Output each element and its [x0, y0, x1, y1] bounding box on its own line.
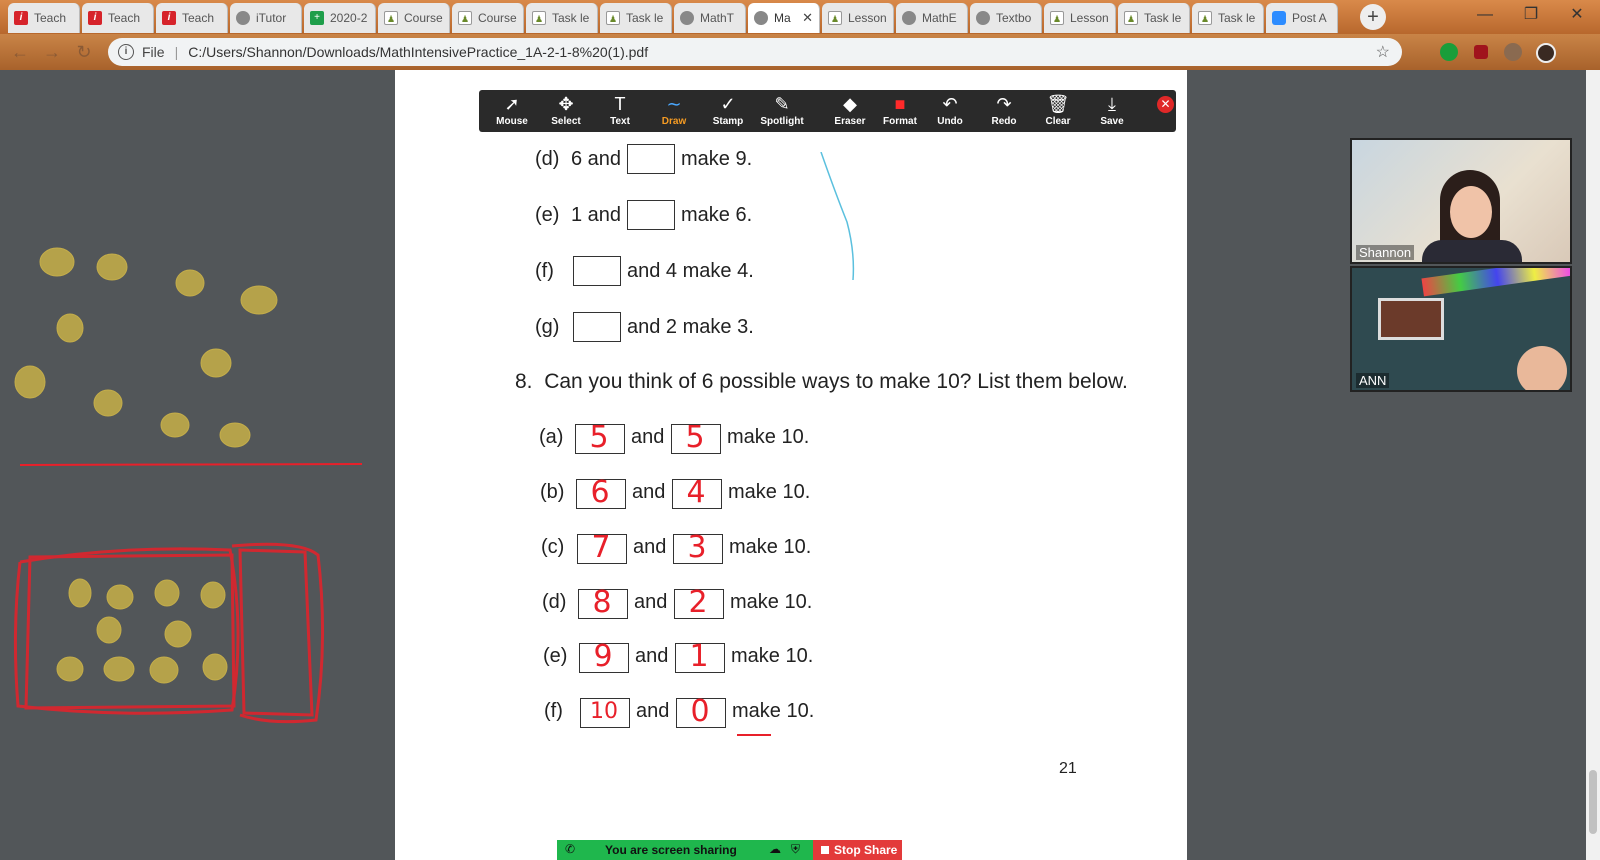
dot: [220, 423, 250, 447]
item-suffix: make 10.: [729, 536, 812, 558]
spotlight-icon: ✎: [774, 94, 790, 114]
tab-label: Task le: [552, 11, 590, 25]
dot: [97, 617, 121, 643]
tool-undo[interactable]: [923, 94, 977, 130]
doc-favicon-icon: ♟: [384, 11, 398, 25]
item-label: (e): [535, 204, 560, 226]
stamp-icon: ✓: [720, 94, 736, 114]
tab-4[interactable]: [304, 3, 376, 33]
tab-label: Textbo: [996, 11, 1032, 25]
tab-16[interactable]: [1192, 3, 1264, 33]
globe-favicon-icon: [754, 11, 768, 25]
item-suffix: and 4 make 4.: [627, 260, 754, 282]
tool-label: Draw: [661, 116, 687, 127]
tab-0[interactable]: [8, 3, 80, 33]
dot: [150, 657, 178, 683]
globe-favicon-icon: [236, 11, 250, 25]
item-and: and: [633, 536, 667, 558]
browser-toolbar: [0, 34, 1600, 70]
window-close-button[interactable]: ✕: [1570, 6, 1584, 23]
tool-format[interactable]: [873, 94, 927, 130]
participant-name: ANN: [1356, 373, 1389, 388]
item-label: (g): [535, 316, 560, 338]
pdf-page: [395, 70, 1187, 860]
dot: [155, 580, 179, 606]
tool-label: Undo: [937, 116, 963, 127]
item-label: (b): [540, 481, 565, 503]
dot: [97, 254, 127, 280]
globe-favicon-icon: [680, 11, 694, 25]
dot: [107, 585, 133, 609]
photo-frame: [1378, 298, 1444, 340]
participant-shirt: [1422, 240, 1522, 264]
item-suffix: make 10.: [730, 591, 813, 613]
dot: [69, 579, 91, 607]
answer-box[interactable]: [573, 312, 621, 342]
tab-close-icon[interactable]: ✕: [802, 10, 813, 25]
item-label: (f): [535, 260, 554, 282]
tool-redo[interactable]: [977, 94, 1031, 130]
profile-avatar[interactable]: [1536, 43, 1556, 63]
tab-15[interactable]: [1118, 3, 1190, 33]
doc-favicon-icon: ♟: [458, 11, 472, 25]
separator: |: [174, 44, 179, 60]
tool-label: Clear: [1045, 116, 1071, 127]
tab-label: Teach: [182, 11, 215, 25]
tab-5[interactable]: [378, 3, 450, 33]
stop-share-button[interactable]: [813, 840, 902, 860]
answer-box[interactable]: [627, 144, 675, 174]
text-icon: T: [614, 94, 626, 114]
handwritten-answer: 5: [685, 420, 705, 455]
dot: [241, 286, 277, 314]
question-number: 8.: [515, 370, 533, 393]
reload-icon[interactable]: ↻: [76, 42, 92, 62]
child-face: [1517, 346, 1567, 392]
item-and: and: [636, 700, 670, 722]
item-suffix: and 2 make 3.: [627, 316, 754, 338]
screen-share-bar: [557, 840, 902, 860]
tool-label: Eraser: [834, 116, 866, 127]
tab-7[interactable]: [526, 3, 598, 33]
dot: [203, 654, 227, 680]
extension-puzzle-icon[interactable]: [1504, 43, 1522, 61]
handwritten-answer: 7: [591, 530, 611, 565]
item-suffix: make 10.: [727, 426, 810, 448]
tab-label: Task le: [1218, 11, 1256, 25]
back-icon[interactable]: ←: [11, 42, 29, 62]
network-icon[interactable]: ☁: [769, 842, 781, 856]
restore-button[interactable]: ❐: [1523, 6, 1539, 23]
stop-share-label: Stop Share: [834, 843, 898, 857]
tab-10[interactable]: [748, 3, 820, 33]
annotate-toolbar: [479, 90, 1176, 132]
handwritten-answer: 1: [689, 639, 709, 674]
dot: [161, 413, 189, 437]
red-favicon-icon: i: [162, 11, 176, 25]
doc-favicon-icon: ♟: [532, 11, 546, 25]
doc-favicon-icon: ♟: [1124, 11, 1138, 25]
globe-favicon-icon: [976, 11, 990, 25]
tab-11[interactable]: [822, 3, 894, 33]
item-suffix: make 6.: [681, 204, 753, 226]
bookmark-star-icon[interactable]: ☆: [1375, 44, 1390, 61]
red-favicon-icon: i: [88, 11, 102, 25]
tab-label: Teach: [108, 11, 141, 25]
item-suffix: make 9.: [681, 148, 753, 170]
red-line: [20, 464, 362, 465]
shield-icon: ⛨: [791, 842, 801, 856]
tab-2[interactable]: [156, 3, 228, 33]
item-label: (e): [543, 645, 568, 667]
new-tab-button[interactable]: +: [1360, 4, 1386, 30]
handwritten-answer: 9: [593, 639, 613, 674]
tool-label: Stamp: [712, 116, 744, 127]
tab-14[interactable]: [1044, 3, 1116, 33]
doc-favicon-icon: ♟: [828, 11, 842, 25]
tab-13[interactable]: [970, 3, 1042, 33]
dot: [176, 270, 204, 296]
tool-label: Format: [883, 116, 917, 127]
tab-label: Task le: [626, 11, 664, 25]
dot: [201, 582, 225, 608]
answer-box[interactable]: [627, 200, 675, 230]
item-and: and: [631, 426, 665, 448]
extension-green-icon[interactable]: [1440, 43, 1458, 61]
tool-mouse[interactable]: [485, 94, 539, 130]
dot: [104, 657, 134, 681]
handwritten-answer: 4: [686, 475, 706, 510]
item-label: (c): [541, 536, 565, 558]
tab-label: Course: [404, 11, 443, 25]
item-label: (d): [542, 591, 567, 613]
question-text: Can you think of 6 possible ways to make 10? List them below.: [544, 370, 1128, 393]
zoom-favicon-icon: [1272, 11, 1286, 25]
tab-9[interactable]: [674, 3, 746, 33]
tab-6[interactable]: [452, 3, 524, 33]
forward-icon[interactable]: →: [43, 42, 61, 62]
tab-12[interactable]: [896, 3, 968, 33]
tool-label: Spotlight: [760, 116, 804, 127]
handwritten-answer: 3: [687, 530, 707, 565]
address-bar[interactable]: [108, 38, 1402, 66]
stop-icon: [821, 846, 829, 854]
item-suffix: make 10.: [732, 700, 815, 722]
scrollbar-thumb[interactable]: [1589, 770, 1597, 834]
item-suffix: make 10.: [731, 645, 814, 667]
tool-save[interactable]: [1085, 94, 1139, 130]
item-prefix: 1 and: [571, 204, 622, 226]
tool-stamp[interactable]: [701, 94, 755, 130]
tab-label: Teach: [34, 11, 67, 25]
scrollbar[interactable]: [1586, 70, 1600, 860]
tool-label: Text: [610, 116, 630, 127]
info-icon[interactable]: i: [118, 44, 134, 60]
clear-icon: 🗑: [1046, 94, 1070, 114]
dot: [40, 248, 74, 276]
tab-1[interactable]: [82, 3, 154, 33]
scheme-label: File: [142, 44, 165, 60]
tab-label: Lesson: [1070, 11, 1109, 25]
mouse-icon: ➚: [504, 94, 520, 114]
tab-label: Post A: [1292, 11, 1327, 25]
participant-face: [1450, 186, 1492, 238]
tab-8[interactable]: [600, 3, 672, 33]
blue-pen-stroke: [815, 152, 875, 282]
tab-label: 2020-2: [330, 11, 368, 25]
tool-label: Save: [1100, 116, 1124, 127]
share-status-text: You are screen sharing: [605, 843, 737, 857]
handwritten-answer: 0: [690, 694, 710, 729]
item-and: and: [632, 481, 666, 503]
page-number: 21: [1059, 760, 1077, 777]
select-icon: ✥: [558, 94, 574, 114]
item-label: (f): [544, 700, 563, 722]
tab-3[interactable]: [230, 3, 302, 33]
ublock-icon[interactable]: [1474, 45, 1488, 59]
handwritten-answer: 8: [592, 585, 612, 620]
handwritten-answer: 2: [688, 585, 708, 620]
item-suffix: make 10.: [728, 481, 811, 503]
red-underline: [735, 730, 775, 740]
tab-label: Course: [478, 11, 517, 25]
format-icon: ■: [894, 94, 906, 114]
birthday-banner: [1421, 266, 1572, 296]
draw-icon: ∼: [666, 94, 682, 114]
tab-17[interactable]: [1266, 3, 1338, 33]
handwritten-answer: 10: [590, 699, 618, 724]
annotate-close-icon[interactable]: ✕: [1157, 96, 1174, 113]
red-frame: [15, 549, 238, 713]
item-and: and: [635, 645, 669, 667]
red-frame: [240, 550, 312, 715]
participant-name: Shannon: [1356, 245, 1414, 260]
doc-favicon-icon: ♟: [1050, 11, 1064, 25]
tab-label: MathT: [700, 11, 735, 25]
item-label: (d): [535, 148, 560, 170]
tool-text[interactable]: [593, 94, 647, 130]
dot: [201, 349, 231, 377]
handwritten-answer: 6: [590, 475, 610, 510]
tool-clear[interactable]: [1031, 94, 1085, 130]
question-8: [515, 370, 1128, 394]
green-favicon-icon: +: [310, 11, 324, 25]
video-tile-ann[interactable]: [1350, 266, 1572, 392]
globe-favicon-icon: [902, 11, 916, 25]
tab-label: Task le: [1144, 11, 1182, 25]
tool-draw[interactable]: [647, 94, 701, 130]
tab-label: Lesson: [848, 11, 887, 25]
tool-eraser[interactable]: [823, 94, 877, 130]
annotation-drawing-left: [0, 70, 395, 860]
doc-favicon-icon: ♟: [606, 11, 620, 25]
dot: [15, 366, 45, 398]
tool-label: Select: [551, 116, 581, 127]
save-icon: ⤓: [1108, 94, 1116, 114]
tool-spotlight[interactable]: [755, 94, 809, 130]
video-tile-shannon[interactable]: [1350, 138, 1572, 264]
dot: [165, 621, 191, 647]
answer-box[interactable]: [573, 256, 621, 286]
red-frame: [26, 555, 234, 708]
tool-label: Redo: [991, 116, 1017, 127]
eraser-icon: ◆: [843, 94, 857, 114]
redo-icon: ↷: [996, 94, 1012, 114]
minimize-button[interactable]: —: [1477, 6, 1493, 23]
tab-label: Ma: [774, 11, 791, 25]
phone-icon: ✆: [565, 842, 576, 856]
tool-select[interactable]: [539, 94, 593, 130]
url-text[interactable]: C:/Users/Shannon/Downloads/MathIntensivePractice_1A-2-1-8%20(1).pdf: [188, 44, 649, 60]
undo-icon: ↶: [942, 94, 958, 114]
item-label: (a): [539, 426, 564, 448]
handwritten-answer: 5: [589, 420, 609, 455]
dot: [57, 314, 83, 342]
doc-favicon-icon: ♟: [1198, 11, 1212, 25]
tab-label: iTutor: [256, 11, 287, 25]
tool-label: Mouse: [496, 116, 528, 127]
tab-strip: [0, 0, 1600, 34]
item-and: and: [634, 591, 668, 613]
item-prefix: 6 and: [571, 148, 622, 170]
red-favicon-icon: i: [14, 11, 28, 25]
dot: [57, 657, 83, 681]
dot: [94, 390, 122, 416]
tab-label: MathE: [922, 11, 957, 25]
